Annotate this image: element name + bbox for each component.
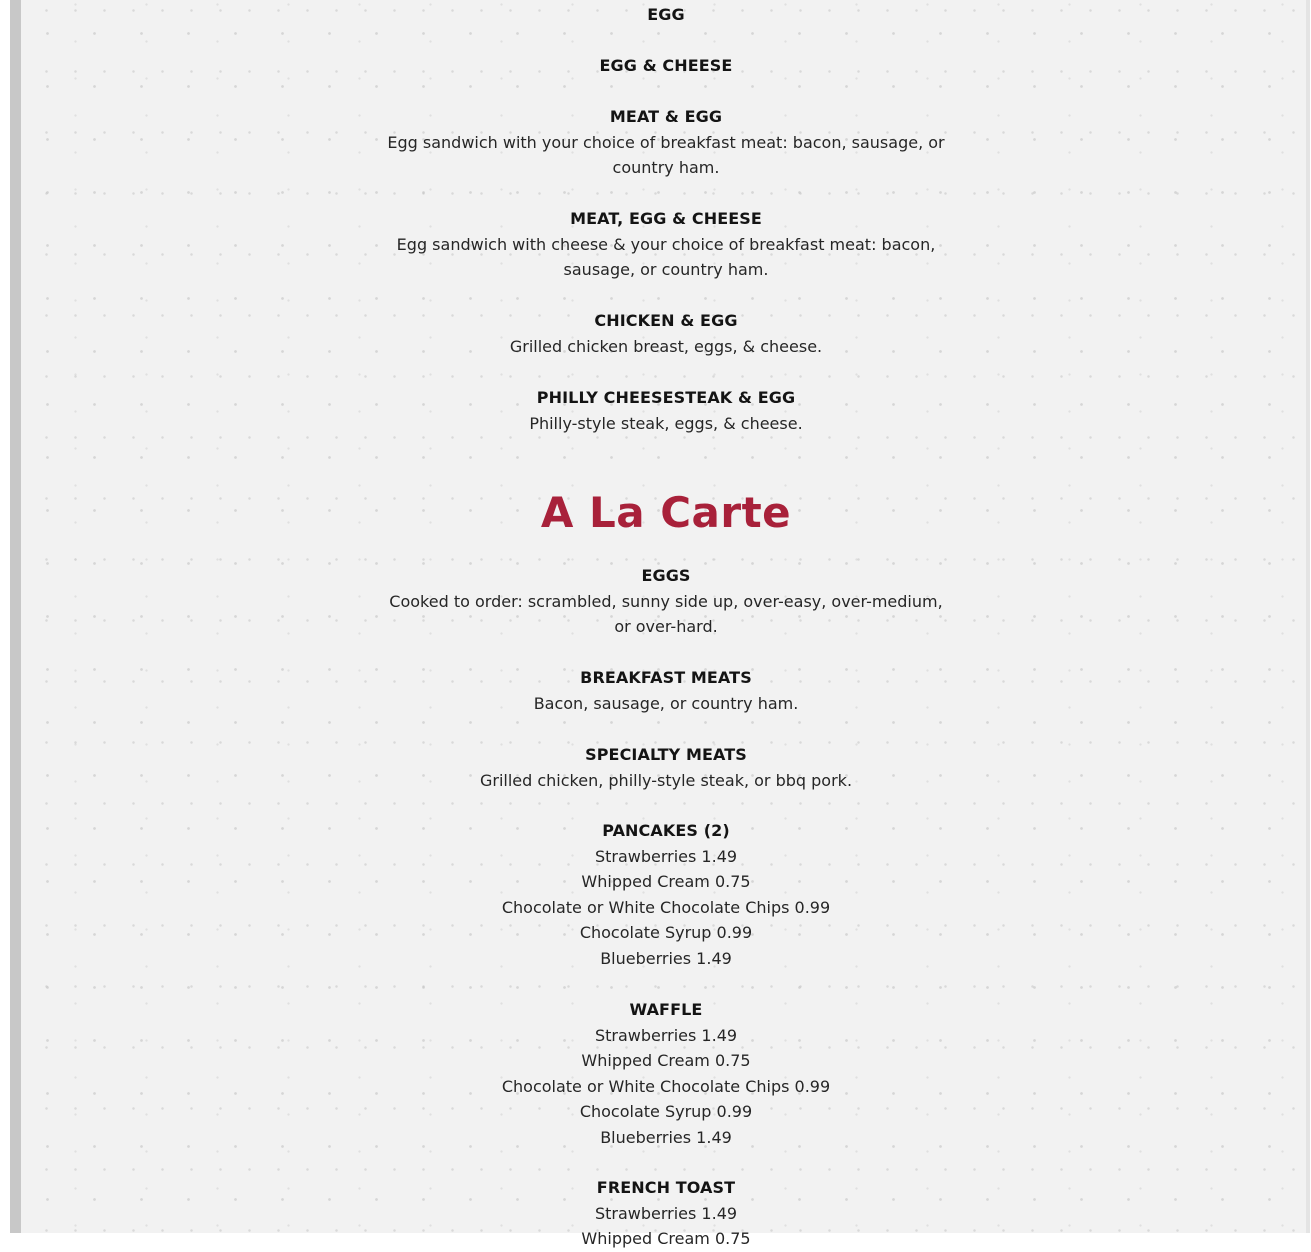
menu-item-egg bbox=[21, 2, 1311, 28]
item-name: PHILLY CHEESESTEAK & EGG bbox=[536, 388, 796, 407]
menu-item-egg-cheese bbox=[21, 53, 1311, 79]
addon-blueberries: Blueberries 1.49 bbox=[600, 1127, 732, 1147]
item-description: Grilled chicken breast, eggs, & cheese. bbox=[509, 336, 823, 356]
item-name: EGGS bbox=[641, 566, 691, 585]
item-description: Grilled chicken, philly-style steak, or bbq pork. bbox=[479, 770, 853, 790]
addon-blueberries: Blueberries 1.49 bbox=[600, 948, 732, 968]
item-description: Philly-style steak, eggs, & cheese. bbox=[529, 413, 803, 433]
item-name: PANCAKES (2) bbox=[602, 821, 730, 840]
item-name: WAFFLE bbox=[629, 1000, 703, 1019]
addon-whipped-cream: Whipped Cream 0.75 bbox=[581, 1051, 751, 1070]
item-description: Egg sandwich with your choice of breakfast meat: bacon, sausage, or country ham. bbox=[387, 132, 945, 177]
addon-whipped-cream: Whipped Cream 0.75 bbox=[581, 1229, 751, 1248]
item-description: Egg sandwich with cheese & your choice of breakfast meat: bacon, sausage, or country ham. bbox=[396, 234, 936, 279]
item-description: Bacon, sausage, or country ham. bbox=[533, 693, 799, 713]
addon-strawberries: Strawberries 1.49 bbox=[594, 1025, 738, 1045]
addon-chocolate-syrup: Chocolate Syrup 0.99 bbox=[579, 923, 753, 942]
left-gutter bbox=[0, 0, 10, 1233]
addon-whipped-cream: Whipped Cream 0.75 bbox=[581, 872, 751, 891]
menu-item-specialty-meats bbox=[21, 742, 1311, 793]
menu-item-waffle bbox=[21, 997, 1311, 1150]
left-border-bar bbox=[10, 0, 21, 1233]
item-name: EGG & CHEESE bbox=[599, 56, 733, 75]
item-description: Cooked to order: scrambled, sunny side up, over-easy, over-medium, or over-hard. bbox=[389, 591, 943, 636]
item-name: SPECIALTY MEATS bbox=[585, 745, 747, 764]
menu-item-meat-egg bbox=[21, 104, 1311, 181]
menu-item-meat-egg-cheese bbox=[21, 206, 1311, 283]
item-name: MEAT & EGG bbox=[609, 107, 723, 126]
addon-strawberries: Strawberries 1.49 bbox=[594, 1203, 738, 1223]
addon-chocolate-syrup: Chocolate Syrup 0.99 bbox=[579, 1102, 753, 1121]
addon-chocolate-chips: Chocolate or White Chocolate Chips 0.99 bbox=[501, 897, 831, 917]
section-title-a-la-carte: A La Carte bbox=[540, 488, 792, 537]
item-name: CHICKEN & EGG bbox=[594, 311, 738, 330]
item-name: BREAKFAST MEATS bbox=[580, 668, 752, 687]
item-name: MEAT, EGG & CHEESE bbox=[570, 209, 762, 228]
item-name: FRENCH TOAST bbox=[596, 1178, 736, 1197]
menu-item-breakfast-meats bbox=[21, 665, 1311, 716]
menu-item-pancakes bbox=[21, 818, 1311, 971]
menu-item-philly-cheesesteak-egg bbox=[21, 385, 1311, 436]
menu-item-eggs bbox=[21, 563, 1311, 640]
menu-item-french-toast bbox=[21, 1175, 1311, 1252]
menu-item-chicken-egg bbox=[21, 308, 1311, 359]
addon-strawberries: Strawberries 1.49 bbox=[594, 846, 738, 866]
addon-chocolate-chips: Chocolate or White Chocolate Chips 0.99 bbox=[501, 1076, 831, 1096]
item-name: EGG bbox=[647, 5, 685, 24]
